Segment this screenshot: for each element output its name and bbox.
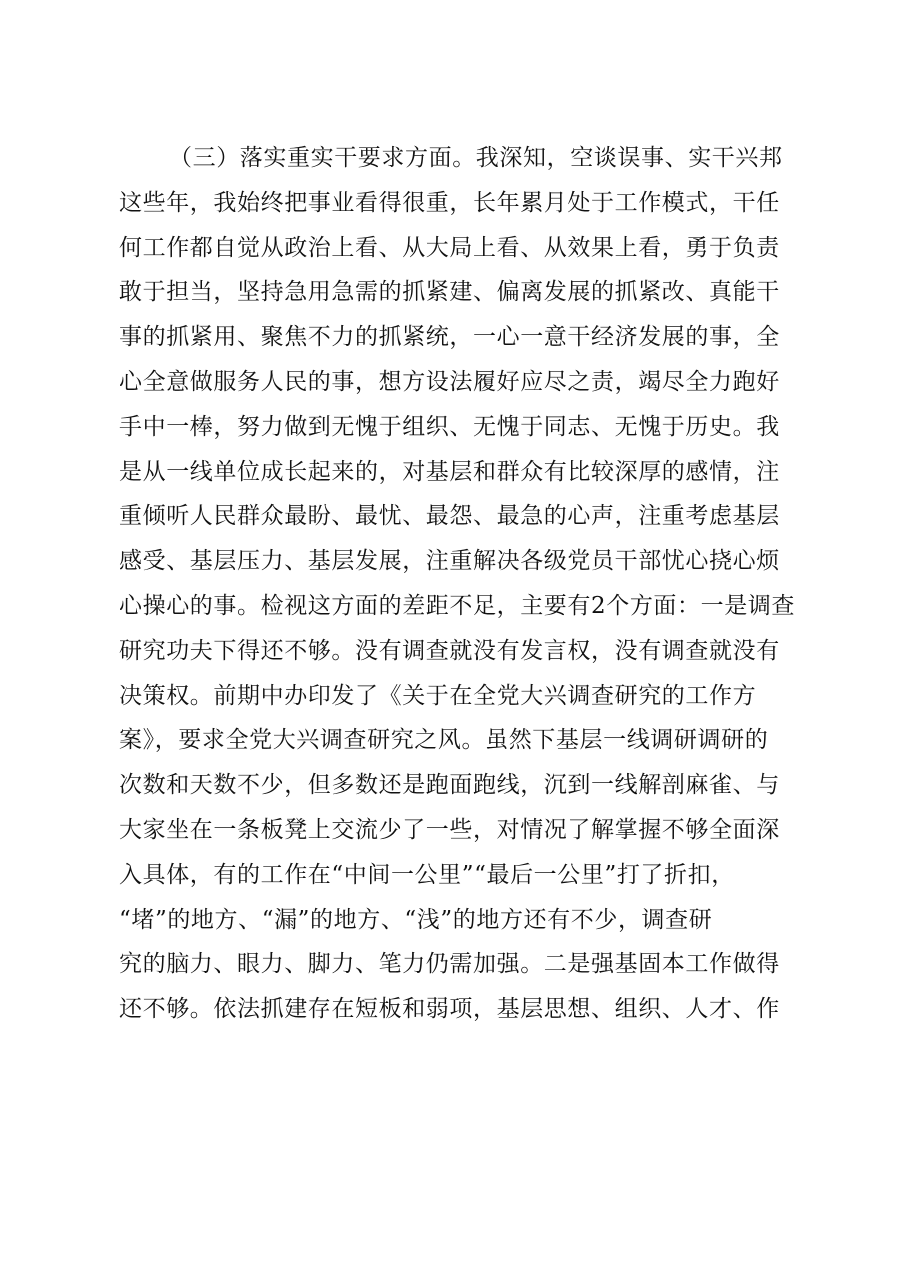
- text-line: （三）落实重实干要求方面。我深知，空谈误事、实干兴邦: [169, 145, 783, 171]
- text-line: 还不够。依法抓建存在短板和弱项，基层思想、组织、人才、作: [119, 996, 780, 1023]
- text-line: “堵”的地方、“漏”的地方、“浅”的地方还有不少，调查研: [119, 906, 713, 933]
- text-line: 心全意做服务人民的事，想方设法履好应尽之责，竭尽全力跑好: [119, 368, 780, 395]
- text-line: 敢于担当，坚持急用急需的抓紧建、偏离发展的抓紧改、真能干: [119, 279, 780, 306]
- text-line: 事的抓紧用、聚焦不力的抓紧统，一心一意干经济发展的事，全: [119, 324, 780, 351]
- text-line: 是从一线单位成长起来的，对基层和群众有比较深厚的感情，注: [119, 458, 780, 485]
- text-line: 这些年，我始终把事业看得很重，长年累月处于工作模式，干任: [119, 189, 780, 216]
- text-line: 重倾听人民群众最盼、最忧、最怨、最急的心声，注重考虑基层: [119, 503, 780, 530]
- text-line: 大家坐在一条板凳上交流少了一些，对情况了解掌握不够全面深: [119, 816, 780, 843]
- text-line: 心操心的事。检视这方面的差距不足，主要有2个方面：一是调查: [119, 592, 796, 619]
- body-paragraph: [119, 136, 819, 1032]
- text-line: 究的脑力、眼力、脚力、笔力仍需加强。二是强基固本工作做得: [119, 951, 780, 978]
- text-line: 手中一棒，努力做到无愧于组织、无愧于同志、无愧于历史。我: [119, 413, 780, 440]
- text-line: 研究功夫下得还不够。没有调查就没有发言权，没有调查就没有: [119, 637, 780, 664]
- text-line: 次数和天数不少，但多数还是跑面跑线，沉到一线解剖麻雀、与: [119, 772, 780, 799]
- text-line: 感受、基层压力、基层发展，注重解决各级党员干部忧心挠心烦: [119, 548, 780, 575]
- text-line: 入具体，有的工作在“中间一公里”“最后一公里”打了折扣，: [119, 861, 735, 888]
- text-line: 决策权。前期中办印发了《关于在全党大兴调查研究的工作方: [119, 682, 757, 709]
- text-line: 何工作都自觉从政治上看、从大局上看、从效果上看，勇于负责: [119, 234, 780, 261]
- text-line: 案》，要求全党大兴调查研究之风。虽然下基层一线调研调研的: [119, 727, 769, 754]
